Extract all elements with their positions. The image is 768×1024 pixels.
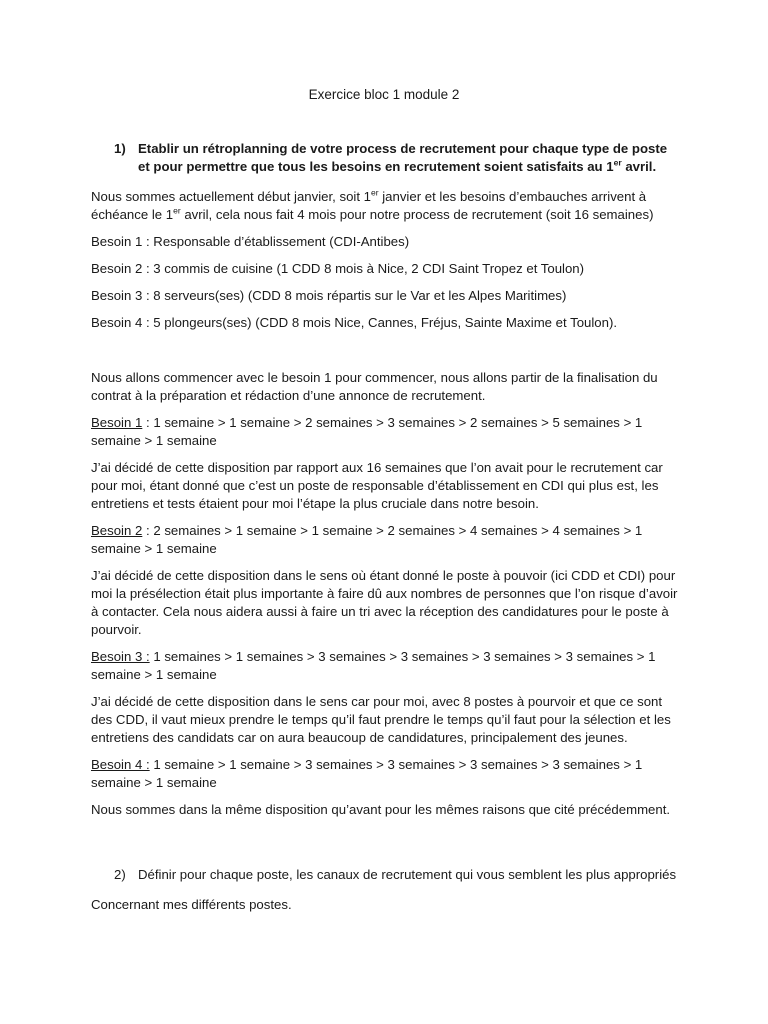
besoin-1-line: Besoin 1 : Responsable d’établissement (CDI-Antibes) <box>91 234 410 249</box>
spacer <box>91 341 681 369</box>
plan-besoin-4: Besoin 4 : 1 semaine > 1 semaine > 3 semaines > 3 semaines > 3 semaines > 3 semaines > 1 semaine > 1 semaine <box>91 757 643 790</box>
question-2 <box>114 866 681 884</box>
spacer <box>91 828 681 866</box>
plan-besoin-3: Besoin 3 : 1 semaines > 1 semaines > 3 semaines > 3 semaines > 3 semaines > 3 semaines > 1 semaine > 1 semaine <box>91 649 656 682</box>
plan-besoin-2: Besoin 2 : 2 semaines > 1 semaine > 1 semaine > 2 semaines > 4 semaines > 4 semaines > 1 semaine > 1 semaine <box>91 523 643 556</box>
plan-besoin-1: Besoin 1 : 1 semaine > 1 semaine > 2 semaines > 3 semaines > 2 semaines > 5 semaines > 1 semaine > 1 semaine <box>91 415 643 448</box>
plan-besoin-3-label: Besoin 3 : <box>91 649 150 664</box>
question-1-number: 1) <box>114 141 126 156</box>
page-title: Exercice bloc 1 module 2 <box>308 87 460 102</box>
document-body <box>91 140 681 923</box>
question-2-number: 2) <box>114 867 126 882</box>
explanation-besoin-3: J’ai décidé de cette disposition dans le sens car pour moi, avec 8 postes à pourvoir et que ce sont des CDD, il vaut mieux prendre le temps qu’il faut prendre le temps qu’il faut pour la sélection et les entretiens des candidats car on aura beaucoup de candidatures, principalement des jeunes. <box>91 694 671 745</box>
besoin-2-line: Besoin 2 : 3 commis de cuisine (1 CDD 8 mois à Nice, 2 CDI Saint Tropez et Toulon) <box>91 261 585 276</box>
question-2-text: Définir pour chaque poste, les canaux de recrutement qui vous semblent les plus appropriés <box>138 867 677 882</box>
intro-paragraph: Nous sommes actuellement début janvier, soit 1er janvier et les besoins d’embauches arrivent à échéance le 1er avril, cela nous fait 4 mois pour notre process de recrutement (soit 16 semaines) <box>91 187 654 222</box>
plan-besoin-1-label: Besoin 1 <box>91 415 143 430</box>
explanation-besoin-4: Nous sommes dans la même disposition qu’avant pour les mêmes raisons que cité précédemment. <box>91 802 671 817</box>
concernant-paragraph: Concernant mes différents postes. <box>91 897 292 912</box>
question-1 <box>114 140 681 176</box>
besoin-4-line: Besoin 4 : 5 plongeurs(ses) (CDD 8 mois Nice, Cannes, Fréjus, Sainte Maxime et Toulon). <box>91 315 618 330</box>
explanation-besoin-1: J’ai décidé de cette disposition par rapport aux 16 semaines que l’on avait pour le recrutement car pour moi, étant donné que c’est un poste de responsable d’établissement en CDI qui plus est, les entretiens et tests étaient pour moi l’étape la plus cruciale dans notre besoin. <box>91 460 663 511</box>
plan-besoin-4-label: Besoin 4 : <box>91 757 150 772</box>
besoin-3-line: Besoin 3 : 8 serveurs(ses) (CDD 8 mois répartis sur le Var et les Alpes Maritimes) <box>91 288 567 303</box>
commencer-paragraph: Nous allons commencer avec le besoin 1 pour commencer, nous allons partir de la finalisation du contrat à la préparation et rédaction d’une annonce de recrutement. <box>91 370 658 403</box>
plan-besoin-2-label: Besoin 2 <box>91 523 143 538</box>
question-1-text: Etablir un rétroplanning de votre process de recrutement pour chaque type de poste et pour permettre que tous les besoins en recrutement soient satisfaits au 1er avril. <box>138 141 668 174</box>
explanation-besoin-2: J’ai décidé de cette disposition dans le sens où étant donné le poste à pouvoir (ici CDD et CDI) pour moi la présélection était plus importante à faire dû aux nombres de personnes que l’on risque d’avoir à contacter. Cela nous aidera aussi à faire un tri avec la réception des candidatures pour le poste à pourvoir. <box>91 568 678 637</box>
